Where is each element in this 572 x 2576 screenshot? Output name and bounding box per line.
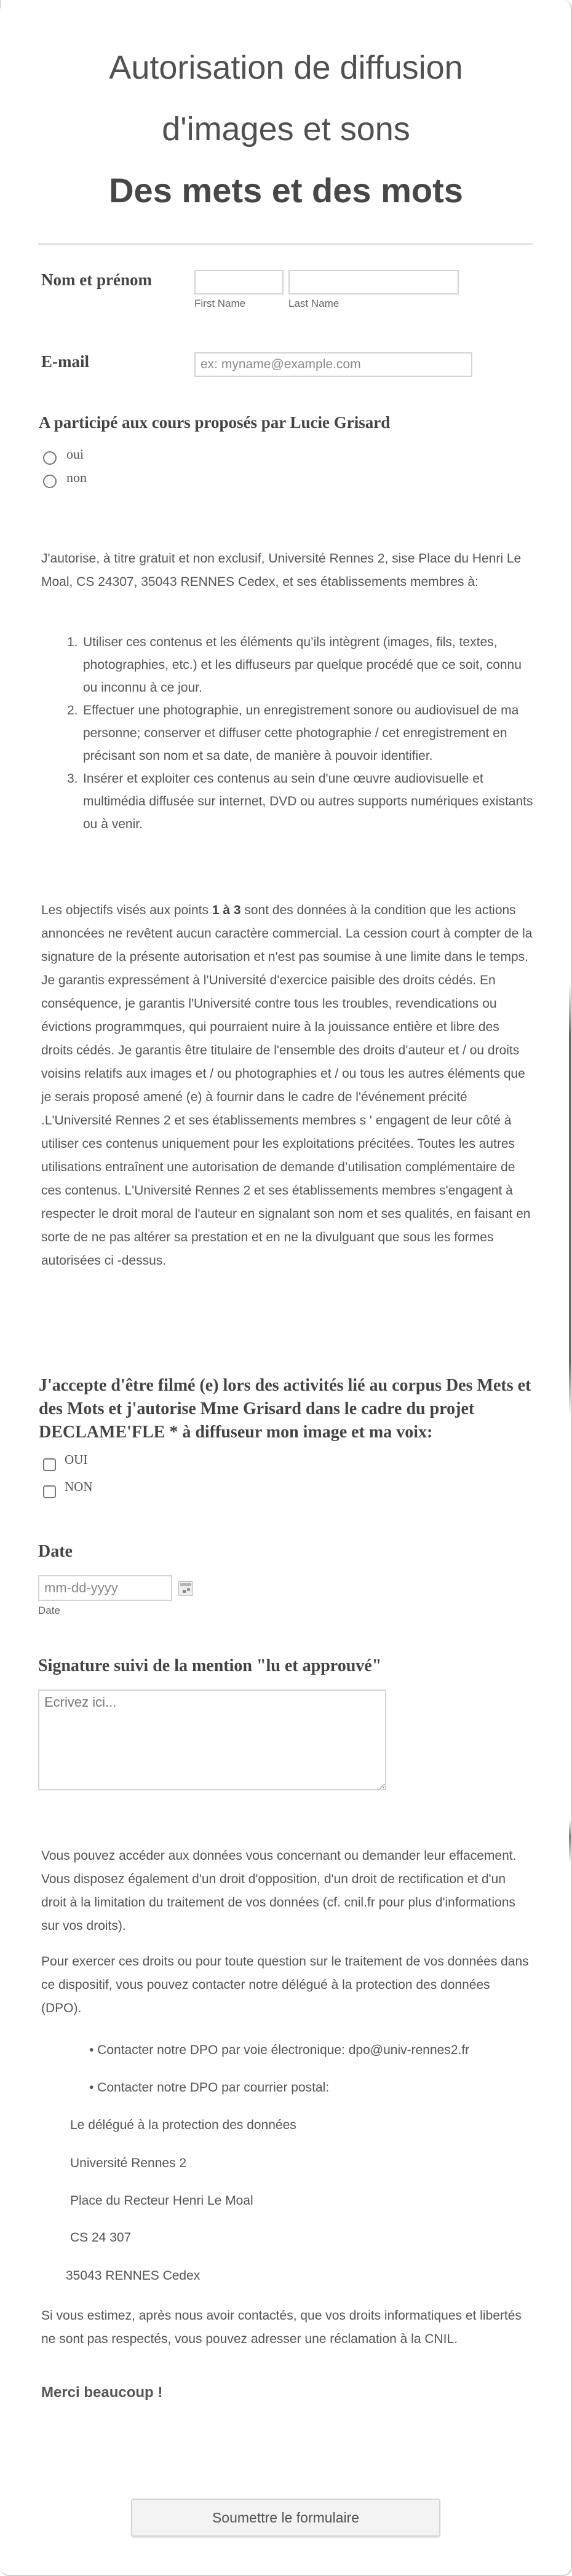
signature-textarea[interactable] (38, 1689, 386, 1790)
radio-non[interactable] (43, 470, 87, 489)
first-name-input[interactable] (194, 270, 284, 294)
authorization-list (67, 631, 534, 836)
form-subtitle: Des mets et des mots (109, 171, 463, 210)
first-name-sublabel: First Name (194, 298, 246, 309)
checkbox-oui[interactable] (43, 1452, 88, 1472)
date-input[interactable] (38, 1575, 172, 1601)
address-line: Le délégué à la protection des données (70, 2118, 296, 2132)
dpo-postal-bullet: • Contacter notre DPO par courrier postal: (89, 2080, 330, 2095)
checkbox-non[interactable] (43, 1479, 93, 1499)
last-name-sublabel: Last Name (288, 298, 340, 309)
radio-button[interactable] (43, 475, 57, 488)
radio-label: non (66, 470, 87, 485)
list-text: Insérer et exploiter ces contenus au sein d'une œuvre audiovisuelle et multimédia diffusée sur internet, DVD ou autres supports numériques existants ou à venir. (83, 772, 533, 831)
objectives-text: Les objectifs visés aux points (41, 903, 212, 917)
form-title-line2: d'images et sons (162, 111, 410, 148)
list-number: 1. (67, 635, 78, 649)
list-text: Utiliser ces contenus et les éléments qu’ils intègrent (images, fils, textes, photographies, etc.) et les diffuseurs par quelque procédé que ce soit, connu ou inconnu à ce jour. (83, 635, 522, 695)
calendar-icon[interactable] (178, 1581, 193, 1596)
email-input[interactable] (194, 352, 472, 377)
address-line: Université Rennes 2 (70, 2156, 187, 2170)
address-line: 35043 RENNES Cedex (66, 2269, 201, 2283)
page-corner (0, 0, 1, 9)
radio-oui[interactable] (43, 446, 84, 466)
address-line: Place du Recteur Henri Le Moal (70, 2194, 253, 2208)
objectives-text: sont des données à la condition que les actions annoncées ne revêtent aucun caractère commercial. La cession court à compter de la signature de la présente autorisation et n'est pas soumise à une limite dans le temps. Je garantis expressément à l'Université d'exercice paisible des droits cédés. En conséquence, je garantis l'Université contre tous les troubles, revendications ou évictions programmques, qui pourraient nuire à la jouissance entière et libre des droits cédés. Je garantis être titulaire de l'ensemble des droits d'auteur et / ou droits voisins relatifs aux images et / ou photographies et / ou tous les autres éléments que je serais proposé amené (e) à fournir dans le cadre de l'événement précité .L'Université Rennes 2 et ses établissements membres s ' engagent de leur côté à utiliser ces contenus uniquement pour les exploitations précitées. Toutes les autres utilisations entraînent une autorisation de demande d’utilisation complémentaire de ces contenus. L'Université Rennes 2 et ses établissements membres s'engagent à respecter le droit moral de l'auteur en signalant son nom et ses qualités, en faisant en sorte de ne pas altérer sa prestation et en ne la divulguant que sous les formes autorisées ci -dessus. (41, 903, 533, 1268)
signature-label: Signature suivi de la mention "lu et approuvé" (38, 1656, 382, 1675)
list-item (67, 699, 534, 767)
list-item (67, 767, 534, 836)
submit-button[interactable]: Soumettre le formulaire (131, 2499, 440, 2537)
form-title-line1: Autorisation de diffusion (109, 49, 463, 86)
checkbox[interactable] (43, 1485, 56, 1498)
checkbox-label: OUI (65, 1452, 88, 1467)
checkbox-label: NON (65, 1479, 93, 1494)
checkbox[interactable] (43, 1458, 56, 1471)
thanks-text: Merci beaucoup ! (41, 2384, 163, 2401)
radio-label: oui (66, 446, 84, 462)
scroll-shadow (569, 1820, 571, 1863)
date-label: Date (38, 1542, 73, 1561)
consent-label: J'accepte d'être filmé (e) lors des activités lié au corpus Des Mets et des Mots et j'autorise Mme Grisard dans le cadre du projet DECLAME'FLE * à diffuseur mon image et ma voix: (39, 1376, 531, 1442)
last-name-input[interactable] (288, 270, 459, 294)
exercise-paragraph: Pour exercer ces droits ou pour toute question sur le traitement de vos données dans ce dispositif, vous pouvez contacter notre délégué à la protection des données (DPO). (41, 1954, 529, 2015)
email-label: E-mail (41, 352, 89, 371)
list-item (67, 631, 534, 699)
name-label: Nom et prénom (41, 271, 152, 289)
radio-button[interactable] (43, 451, 57, 465)
cnil-paragraph: Si vous estimez, après nous avoir contactés, que vos droits informatiques et libertés ne sont pas respectés, vous pouvez adresser une réclamation à la CNIL. (41, 2309, 522, 2346)
dpo-email-bullet: • Contacter notre DPO par voie électronique: dpo@univ-rennes2.fr (89, 2043, 470, 2057)
list-text: Effectuer une photographie, un enregistrement sonore ou audiovisuel de ma personne; conserver et diffuser cette photographie / cet enregistrement en précisant son nom et sa date, de manière à pouvoir identifier. (83, 703, 519, 763)
header-divider (38, 243, 533, 245)
scroll-shadow (569, 984, 571, 1414)
objectives-paragraph (41, 899, 533, 1273)
list-number: 3. (67, 772, 78, 786)
address-line: CS 24 307 (70, 2230, 132, 2245)
participation-label: A participé aux cours proposés par Lucie Grisard (39, 413, 391, 432)
objectives-bold: 1 à 3 (212, 903, 241, 917)
intro-paragraph: J'autorise, à titre gratuit et non exclusif, Université Rennes 2, sise Place du Henri Le Moal, CS 24307, 35043 RENNES Cedex, et ses établissements membres à: (41, 551, 522, 589)
date-sublabel: Date (38, 1605, 60, 1616)
list-number: 2. (67, 703, 78, 717)
form-header (0, 37, 572, 221)
rights-paragraph: Vous pouvez accéder aux données vous concernant ou demander leur effacement. Vous disposez également d'un droit d'opposition, d'un droit de rectification et d'un droit à la limitation du traitement de vos données (cf. cnil.fr pour plus d'informations sur vos droits). (41, 1849, 517, 1933)
